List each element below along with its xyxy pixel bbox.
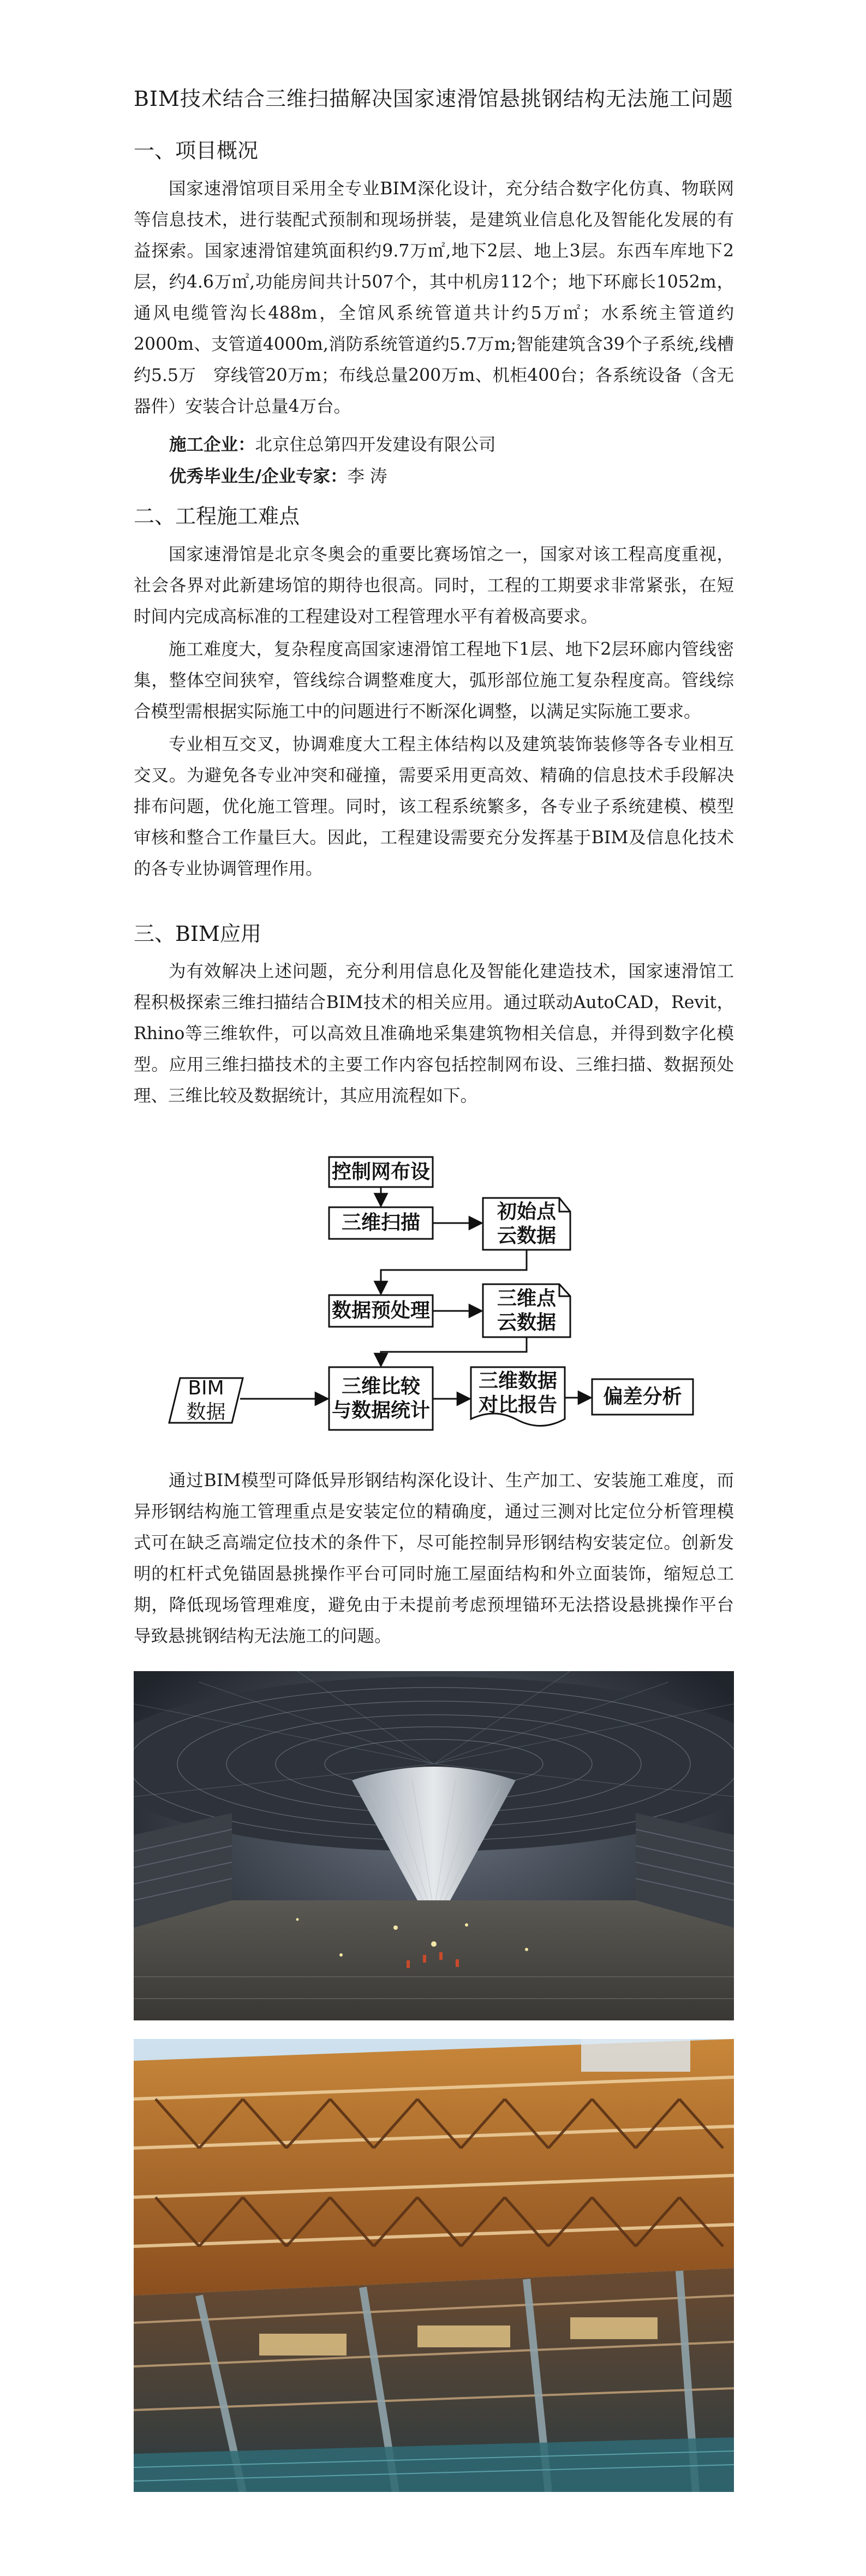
- flow-node-control-network: 控制网布设: [331, 1160, 430, 1183]
- flow-node-report: [471, 1367, 565, 1419]
- section-heading-bim: 三、BIM应用: [134, 922, 261, 946]
- overview-paragraph: 国家速滑馆项目采用全专业BIM深化设计，充分结合数字化仿真、物联网等信息技术，进行装配式预制和现场拼装，是建筑业信息化及智能化发展的有益探索。国家速滑馆建筑面积约9.7万㎡,地下2层、地上3层。东西车库地下2层，约4.6万㎡,功能房间共计507个，其中机房112个；地下环廊长1052m，通风电缆管沟长488m，全馆风系统管道共计约5万㎡；水系统主管道约2000m、支管道4000m,消防系统管道约5.7万m;智能建筑含39个子系统,线槽约5.5万 穿线管20万m；布线总量200万m、机柜400台；各系统设备（含无器件）安装合计总量4万台。: [134, 179, 734, 416]
- flow-node-point-cloud-line1: 三维点: [497, 1287, 556, 1310]
- flow-node-bim-data: [172, 1378, 240, 1423]
- flow-node-scan: 三维扫描: [341, 1212, 420, 1234]
- bim-paragraph-1: 为有效解决上述问题，充分利用信息化及智能化建造技术，国家速滑馆工程积极探索三维扫描结合BIM技术的相关应用。通过联动AutoCAD，Revit，Rhino等三维软件，可以高效且准确地采集建筑物相关信息，并得到数字化模型。应用三维扫描技术的主要工作内容包括控制网布设、三维扫描、数据预处理、三维比较及数据统计，其应用流程如下。: [134, 962, 734, 1106]
- steel-roof-truss-photo-icon: [134, 2039, 734, 2492]
- section-heading-overview: 一、项目概况: [134, 139, 259, 163]
- arena-interior-photo: [134, 1671, 734, 2020]
- flow-node-initial-cloud: [483, 1198, 570, 1250]
- flow-node-compare-line2: 与数据统计: [331, 1399, 430, 1422]
- company-line: [169, 431, 496, 456]
- steel-roof-photo: [134, 2039, 734, 2492]
- flow-node-report-line1: 三维数据: [478, 1369, 557, 1392]
- flow-node-point-cloud: [483, 1284, 570, 1337]
- difficulty-paragraph-3: 专业相互交叉，协调难度大工程主体结构以及建筑装饰装修等各专业相互交叉。为避免各专业冲突和碰撞，需要采用更高效、精确的信息技术手段解决排布问题，优化施工管理。同时，该工程系统繁多，各专业子系统建模、模型审核和整合工作量巨大。因此，工程建设需要充分发挥基于BIM及信息化技术的各专业协调管理作用。: [134, 735, 734, 879]
- bim-paragraph-2: 通过BIM模型可降低异形钢结构深化设计、生产加工、安装施工难度，而异形钢结构施工管理重点是安装定位的精确度，通过三测对比定位分析管理模式可在缺乏高端定位技术的条件下，尽可能控制异形钢结构安装定位。创新发明的杠杆式免锚固悬挑操作平台可同时施工屋面结构和外立面装饰，缩短总工期，降低现场管理难度，避免由于未提前考虑预埋锚环无法搭设悬挑操作平台导致悬挑钢结构无法施工的问题。: [134, 1471, 734, 1646]
- flow-node-report-line2: 对比报告: [478, 1393, 557, 1416]
- flow-node-bim-line2: 数据: [186, 1401, 226, 1423]
- flow-node-initial-cloud-line1: 初始点: [497, 1200, 556, 1223]
- document-title: BIM技术结合三维扫描解决国家速滑馆悬挑钢结构无法施工问题: [134, 87, 733, 111]
- flow-node-compare: [329, 1367, 433, 1430]
- expert-name: 李 涛: [347, 467, 387, 486]
- flow-node-initial-cloud-line2: 云数据: [497, 1224, 556, 1247]
- difficulty-paragraph-2: 施工难度大，复杂程度高国家速滑馆工程地下1层、地下2层环廊内管线密集，整体空间狭窄，管线综合调整难度大，弧形部位施工复杂程度高。管线综合模型需根据实际施工中的问题进行不断深化调整，以满足实际施工要求。: [134, 640, 734, 721]
- expert-line: [169, 463, 387, 487]
- flow-node-preprocess: 数据预处理: [331, 1299, 430, 1322]
- company-name: 北京住总第四开发建设有限公司: [255, 435, 496, 455]
- flow-node-compare-line1: 三维比较: [341, 1375, 420, 1398]
- bim-process-flowchart: [134, 1143, 734, 1444]
- arena-interior-photo-icon: [134, 1671, 734, 2020]
- company-label: 施工企业：: [169, 434, 255, 455]
- flow-node-point-cloud-line2: 云数据: [497, 1311, 556, 1334]
- expert-label: 优秀毕业生/企业专家：: [169, 466, 348, 486]
- flow-node-bim-line1: BIM: [188, 1377, 224, 1399]
- flow-node-deviation: 偏差分析: [603, 1385, 682, 1408]
- difficulty-paragraph-1: 国家速滑馆是北京冬奥会的重要比赛场馆之一，国家对该工程高度重视，社会各界对此新建场馆的期待也很高。同时，工程的工期要求非常紧张，在短时间内完成高标准的工程建设对工程管理水平有着极高要求。: [134, 545, 734, 627]
- section-heading-difficulty: 二、工程施工难点: [134, 504, 300, 528]
